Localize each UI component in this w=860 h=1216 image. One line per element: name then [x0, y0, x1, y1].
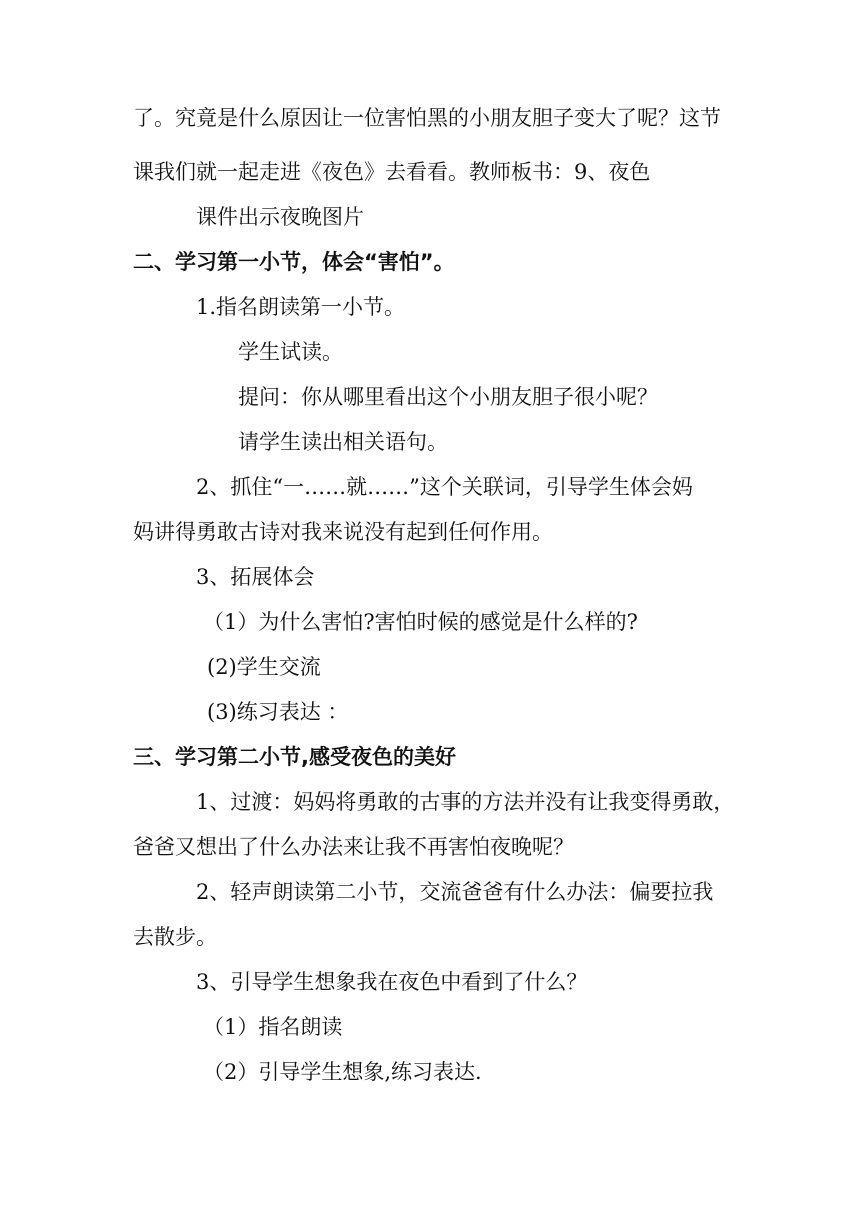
para-line: （1）指名朗读: [203, 1015, 343, 1039]
para-line: 3、拓展体会: [196, 565, 315, 589]
para-line: 了。究竟是什么原因让一位害怕黑的小朋友胆子变大了呢？这节: [133, 106, 721, 130]
para-line: （1）为什么害怕?害怕时候的感觉是什么样的?: [203, 610, 638, 634]
section-heading: 二、学习第一小节，体会“害怕”。: [133, 250, 455, 274]
para-line: (2)学生交流: [207, 655, 321, 679]
para-line: 学生试读。: [238, 340, 343, 364]
para-line: 课我们就一起走进《夜色》去看看。教师板书：9、夜色: [133, 160, 651, 184]
para-line: 1、过渡：妈妈将勇敢的古事的方法并没有让我变得勇敢，: [196, 790, 735, 814]
para-line: 去散步。: [133, 925, 217, 949]
para-line: (3)练习表达 ：: [207, 700, 349, 724]
para-line: 2、轻声朗读第二小节，交流爸爸有什么办法：偏要拉我: [196, 880, 714, 904]
para-line: 爸爸又想出了什么办法来让我不再害怕夜晚呢？: [133, 835, 574, 859]
para-line: （2）引导学生想象,练习表达.: [203, 1060, 482, 1084]
para-line: 妈讲得勇敢古诗对我来说没有起到任何作用。: [133, 520, 553, 544]
para-line: 请学生读出相关语句。: [238, 430, 448, 454]
para-line: 3、引导学生想象我在夜色中看到了什么？: [196, 970, 588, 994]
para-line: 提问：你从哪里看出这个小朋友胆子很小呢？: [238, 385, 658, 409]
para-line: 2、抓住“一……就……”这个关联词，引导学生体会妈: [196, 475, 693, 499]
para-line: 课件出示夜晚图片: [196, 205, 364, 229]
para-line: 1.指名朗读第一小节。: [196, 295, 406, 319]
section-heading: 三、学习第二小节,感受夜色的美好: [133, 745, 456, 769]
